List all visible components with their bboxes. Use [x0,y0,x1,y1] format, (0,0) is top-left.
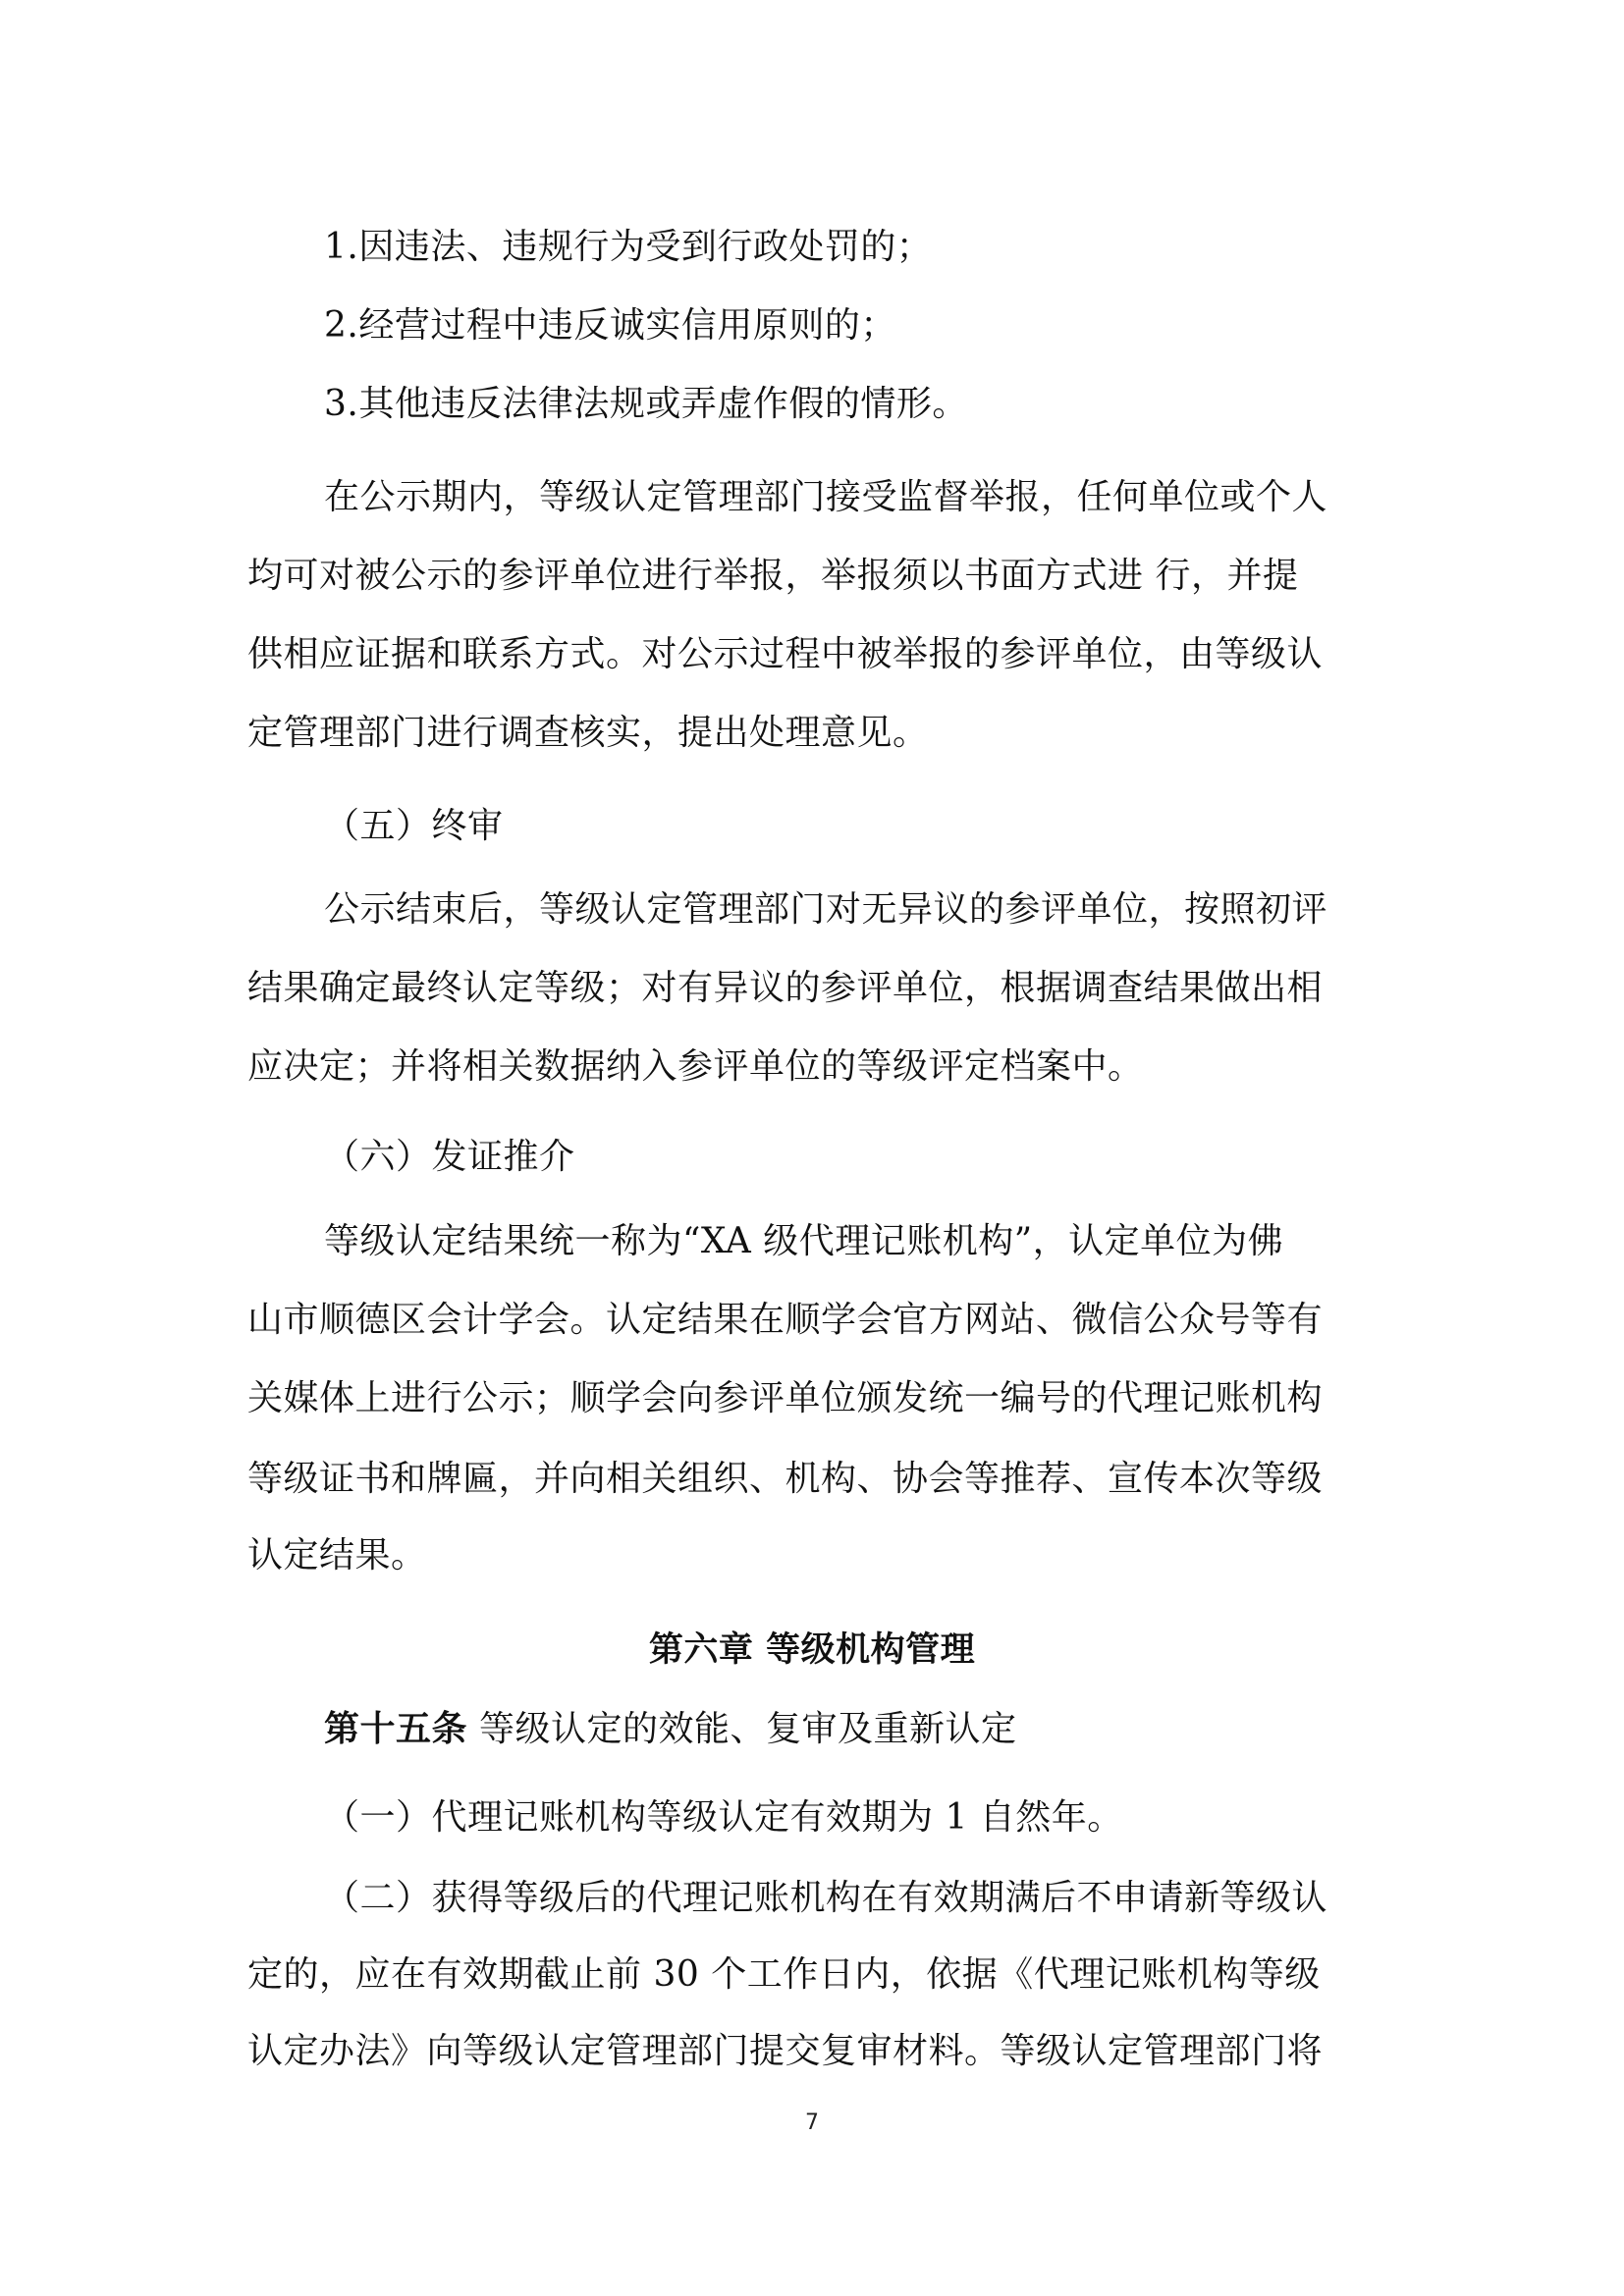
chapter-heading: 第六章 等级机构管理 [648,1630,976,1670]
paragraph-line: 均可对被公示的参评单位进行举报，举报须以书面方式进 行，并提 [247,556,1299,596]
section-title-final-review: （五）终审 [324,806,504,846]
paragraph-line: 供相应证据和联系方式。对公示过程中被举报的参评单位，由等级认 [247,634,1324,674]
article-line [324,1708,1016,1751]
list-item-3: 3.其他违反法律法规或弄虚作假的情形。 [324,384,968,424]
paragraph-line: 等级证书和牌匾，并向相关组织、机构、协会等推荐、宣传本次等级 [247,1459,1324,1499]
paragraph-line: 定管理部门进行调查核实，提出处理意见。 [247,713,929,753]
section-title-certification: （六）发证推介 [324,1137,575,1177]
article-number: 第十五条 [324,1709,468,1749]
paragraph-line: 认定办法》向等级认定管理部门提交复审材料。等级认定管理部门将 [247,2031,1324,2071]
paragraph-line: （二）获得等级后的代理记账机构在有效期满后不申请新等级认 [324,1878,1328,1918]
paragraph-line: （一）代理记账机构等级认定有效期为 1 自然年。 [324,1797,1123,1838]
list-item-2: 2.经营过程中违反诚实信用原则的； [324,305,896,346]
list-item-1: 1.因违法、违规行为受到行政处罚的； [324,227,933,267]
paragraph-line: 认定结果。 [247,1535,427,1575]
paragraph-line: 山市顺德区会计学会。认定结果在顺学会官方网站、微信公众号等有 [247,1300,1324,1340]
paragraph-line: 在公示期内，等级认定管理部门接受监督举报，任何单位或个人 [324,477,1328,517]
page-number: 7 [805,2110,819,2135]
paragraph-line: 结果确定最终认定等级；对有异议的参评单位，根据调查结果做出相 [247,968,1324,1008]
paragraph-line: 公示结束后，等级认定管理部门对无异议的参评单位，按照初评 [324,889,1328,930]
paragraph-line: 定的，应在有效期截止前 30 个工作日内，依据《代理记账机构等级 [247,1954,1321,1995]
paragraph-line: 等级认定结果统一称为“XA 级代理记账机构”，认定单位为佛 [324,1221,1284,1261]
article-title: 等级认定的效能、复审及重新认定 [467,1709,1017,1749]
paragraph-line: 应决定；并将相关数据纳入参评单位的等级评定档案中。 [247,1046,1144,1087]
paragraph-line: 关媒体上进行公示；顺学会向参评单位颁发统一编号的代理记账机构 [247,1378,1324,1418]
